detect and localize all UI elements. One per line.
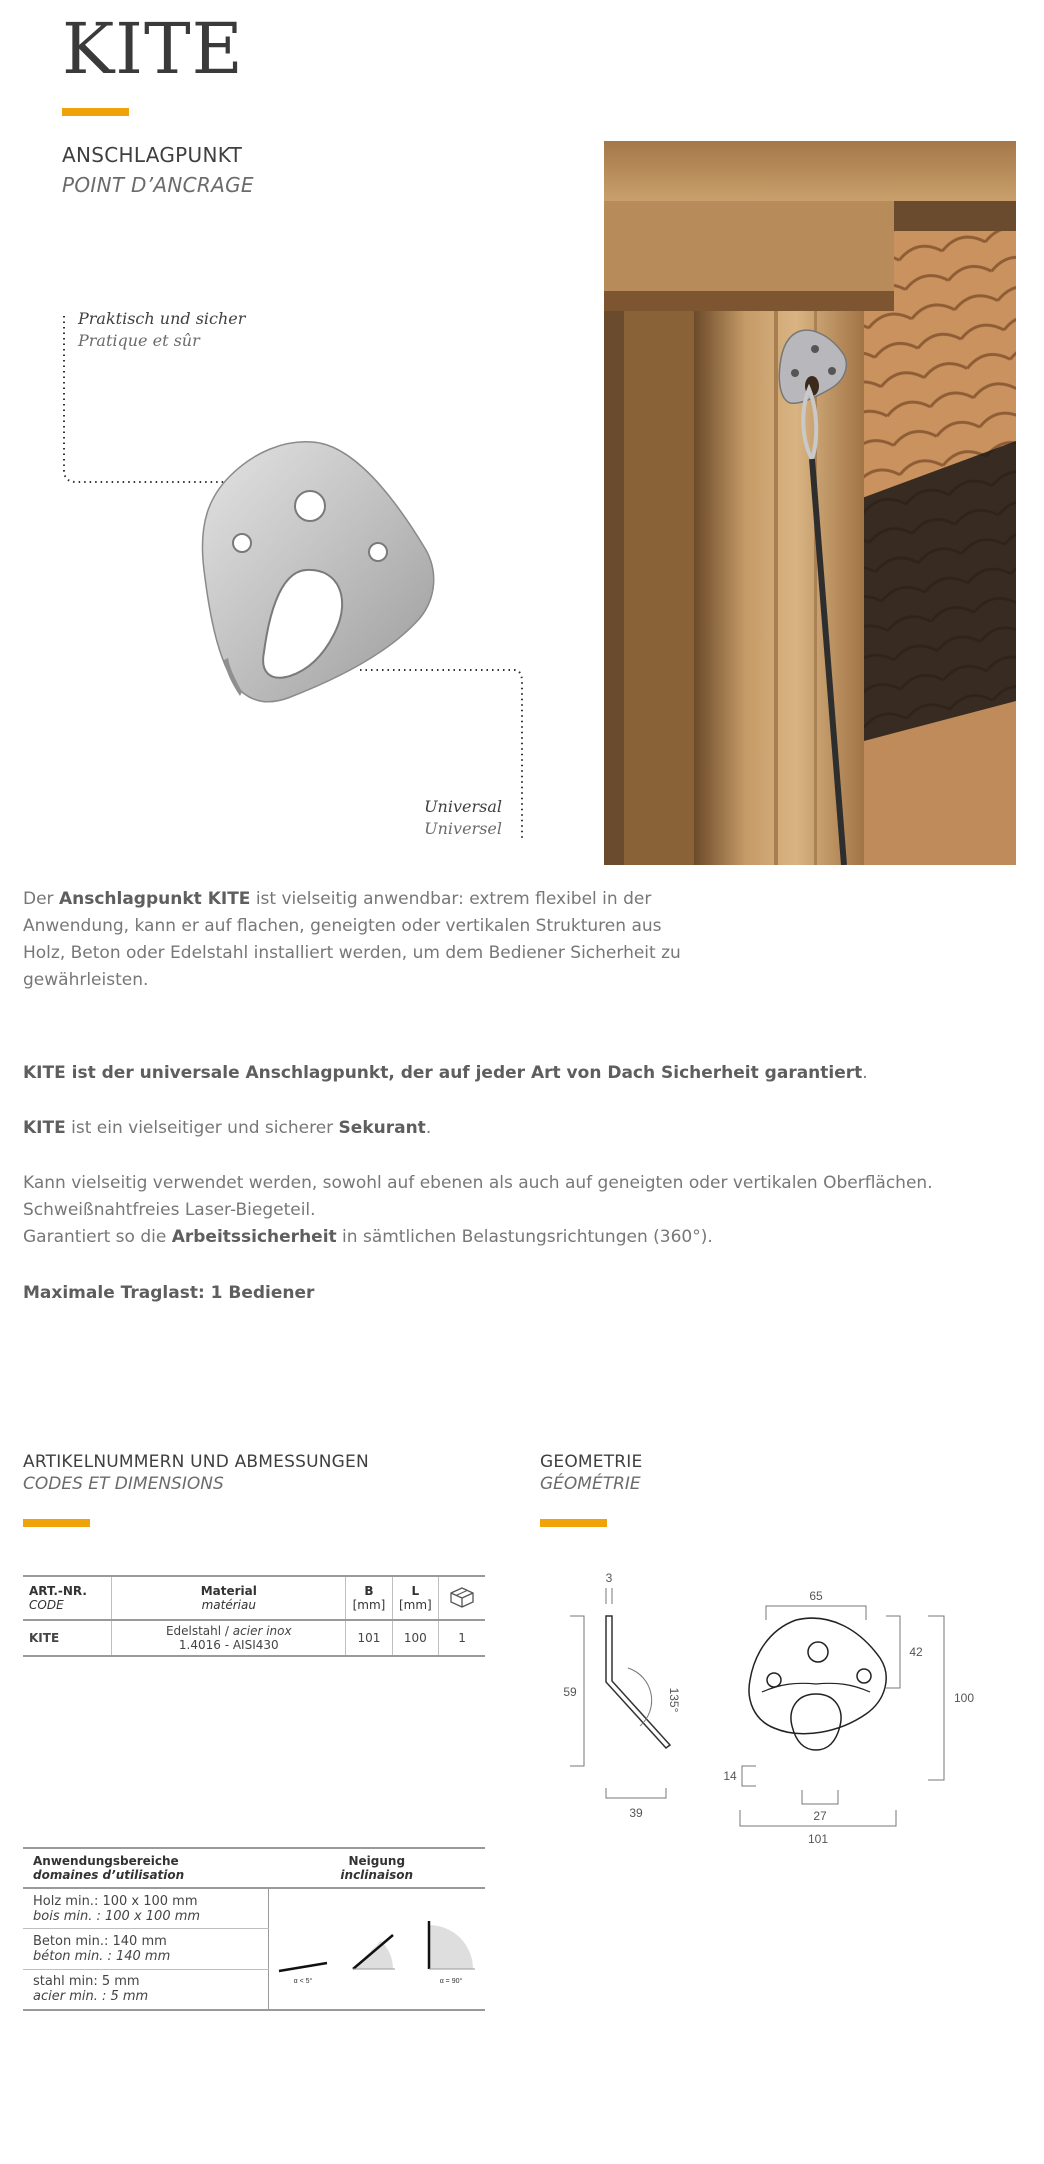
col-package	[439, 1576, 485, 1620]
geometry-accent-bar	[540, 1519, 607, 1527]
col-art-nr: ART.-NR. CODE	[23, 1576, 112, 1620]
subtitle-de: ANSCHLAGPUNKT	[62, 143, 243, 167]
dim-thickness: 3	[605, 1571, 613, 1585]
intro-line-4: gewährleisten.	[23, 970, 149, 990]
table-row: stahl min: 5 mm acier min. : 5 mm	[23, 1969, 485, 2010]
feature-line-2: KITE ist ein vielseitiger und sicherer Sekurant.	[23, 1118, 432, 1138]
codes-table	[23, 1575, 485, 1657]
callout-top	[78, 308, 245, 352]
table-row: Holz min.: 100 x 100 mm bois min. : 100 x 100 mm α < 5° α = 90°	[23, 1888, 485, 1929]
anchor-plate-image	[202, 442, 433, 702]
feature-line-3: Kann vielseitig verwendet werden, sowohl auf ebenen als auch auf geneigten oder vertikalen Oberflächen.	[23, 1173, 933, 1193]
feature-max-load: Maximale Traglast: 1 Bediener	[23, 1283, 315, 1303]
angle-high-label: α = 90°	[439, 1978, 463, 1985]
dim-right-total: 100	[953, 1691, 975, 1705]
inclination-diagram	[269, 1889, 485, 2006]
dim-height: 59	[563, 1685, 577, 1699]
geometry-title-de: GEOMETRIE	[540, 1452, 643, 1472]
dim-top-width: 65	[809, 1589, 823, 1603]
callout-bottom-de: Universal	[424, 797, 502, 816]
callout-bottom	[420, 796, 502, 840]
callout-bottom-fr: Universel	[424, 819, 502, 838]
usage-col-inclination: Neigung inclinaison	[340, 1854, 414, 1882]
package-icon	[448, 1586, 476, 1608]
callout-top-fr: Pratique et sûr	[78, 331, 200, 350]
dim-angle: 135°	[667, 1687, 681, 1713]
dim-total-width: 101	[807, 1832, 829, 1846]
subtitle-fr: POINT D’ANCRAGE	[62, 173, 254, 197]
intro-line-2: Anwendung, kann er auf flachen, geneigten oder vertikalen Strukturen aus	[23, 916, 662, 936]
dim-slot: 27	[813, 1809, 827, 1823]
feature-block-3	[23, 1170, 933, 1251]
dim-right-upper: 42	[909, 1645, 923, 1659]
intro-line-3: Holz, Beton oder Edelstahl installiert werden, um dem Bediener Sicherheit zu	[23, 943, 681, 963]
feature-line-1: KITE ist der universale Anschlagpunkt, der auf jeder Art von Dach Sicherheit garantiert.	[23, 1063, 868, 1083]
callout-top-de: Praktisch und sicher	[78, 309, 246, 328]
dim-base: 39	[629, 1806, 643, 1820]
angle-low-label: α < 5°	[293, 1978, 313, 1985]
codes-accent-bar	[23, 1519, 90, 1527]
intro-paragraph	[23, 886, 723, 994]
codes-title-fr: CODES ET DIMENSIONS	[23, 1474, 224, 1494]
inclination-cell	[269, 1888, 486, 2010]
page-title: KITE	[62, 8, 244, 90]
dim-left-bottom: 14	[723, 1769, 737, 1783]
col-material: Material matériau	[112, 1576, 346, 1620]
feature-line-5: Garantiert so die Arbeitssicherheit in sämtlichen Belastungsrichtungen (360°).	[23, 1227, 713, 1247]
usage-col-areas: Anwendungsbereiche domaines d’utilisation	[33, 1854, 185, 1882]
col-b: B [mm]	[346, 1576, 392, 1620]
col-l: L [mm]	[392, 1576, 438, 1620]
codes-title-de: ARTIKELNUMMERN UND ABMESSUNGEN	[23, 1452, 369, 1472]
feature-line-4: Schweißnahtfreies Laser-Biegeteil.	[23, 1200, 316, 1220]
geometry-drawing	[540, 1560, 1000, 1860]
table-row: Beton min.: 140 mm béton min. : 140 mm	[23, 1929, 485, 1970]
product-illustration	[40, 300, 540, 860]
intro-line-1: Der Anschlagpunkt KITE ist vielseitig anwendbar: extrem flexibel in der	[23, 889, 652, 909]
geometry-title-fr: GÉOMÉTRIE	[540, 1474, 641, 1494]
table-row: KITE Edelstahl / acier inox 1.4016 - AISI430 101 100 1	[23, 1620, 485, 1656]
installation-photo	[604, 141, 1016, 865]
title-accent-bar	[62, 108, 129, 116]
usage-table	[23, 1847, 485, 2011]
